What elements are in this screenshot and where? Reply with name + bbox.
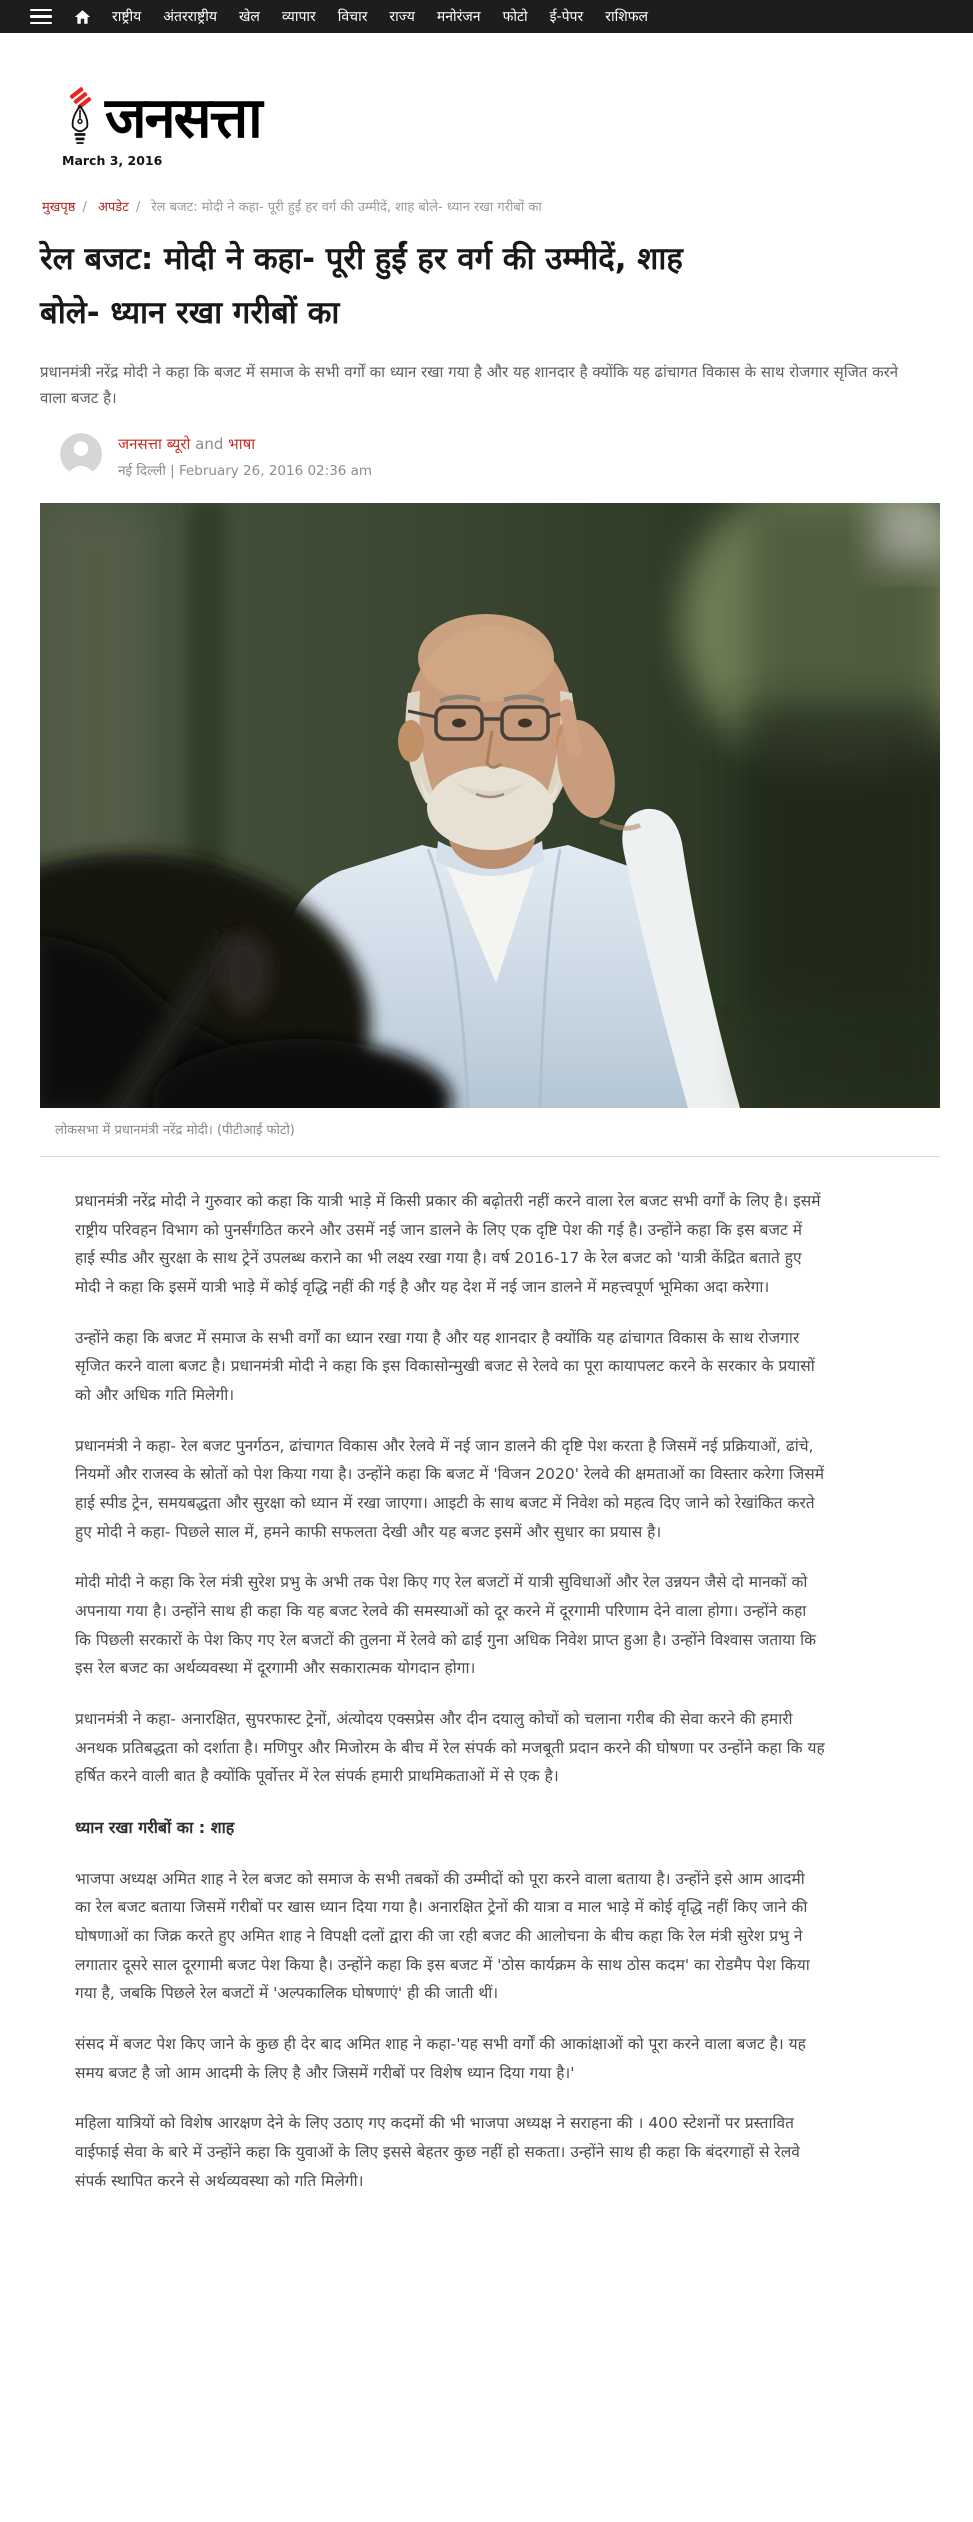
pen-nib-icon	[62, 87, 98, 145]
article-figure	[40, 503, 940, 1138]
nav-item-khel[interactable]: खेल	[238, 9, 260, 25]
article-paragraph-4: मोदी मोदी ने कहा कि रेल मंत्री सुरेश प्रभु के अभी तक पेश किए गए रेल बजटों में यात्री सुविधाओं और रेल उन्नयन जैसे दो मानकों को अपनाया गया है। उन्होंने साथ ही कहा कि यह बजट रेलवे की समस्याओं को दूर करने में दूरगामी परिणाम देने वाला होगा। उन्होंने कहा कि पिछली सरकारों के पेश किए गए रेल बजटों की तुलना में रेलवे को ढाई गुना अधिक निवेश प्राप्त हुआ है। उन्होंने विश्वास जताया कि इस रेल बजट का अर्थव्यवस्था में दूरगामी और सकारात्मक योगदान होगा।	[75, 1573, 817, 1678]
nav-item-vyapar[interactable]: व्यापार	[281, 9, 316, 25]
article-paragraph-3: प्रधानमंत्री ने कहा- रेल बजट पुनर्गठन, ढांचागत विकास और रेलवे में नई जान डालने की दृष्टि पेश करता है जिसमें नई प्रक्रियाओं, ढांचे, नियमों और राजस्व के स्रोतों को पेश किया गया है। उन्होंने कहा कि बजट में 'विजन 2020' रेलवे की क्षमताओं का विस्तार करेगा जिसमें हाई स्पीड ट्रेन, समयबद्धता और सुरक्षा को ध्यान में रखा जाएगा। आइटी के साथ बजट में निवेश को महत्व दिए जाने को रेखांकित करते हुए मोदी ने कहा- पिछले साल में, हमने काफी सफलता देखी और यह बजट इसमें और सुधार का प्रयास है।	[75, 1436, 824, 1541]
article-dateline: नई दिल्ली | February 26, 2016 02:36 am	[118, 463, 373, 479]
nav-item-epaper[interactable]: ई-पेपर	[549, 9, 584, 25]
breadcrumb	[42, 198, 922, 218]
author-link-jansatta-bureau[interactable]: जनसत्ता ब्यूरो	[118, 435, 191, 453]
home-icon	[74, 9, 91, 25]
nav-item-manoranjan[interactable]: मनोरंजन	[436, 9, 481, 25]
masthead	[0, 33, 973, 168]
top-navigation	[0, 0, 973, 33]
photo-caption: लोकसभा में प्रधानमंत्री नरेंद्र मोदी। (पीटीआई फोटो)	[55, 1123, 295, 1138]
breadcrumb-separator: /	[82, 200, 87, 215]
article-summary: प्रधानमंत्री नरेंद्र मोदी ने कहा कि बजट में समाज के सभी वर्गों का ध्यान रखा गया है और यह शानदार है क्योंकि यह ढांचागत विकास के साथ रोजगार सृजित करने वाला बजट है।	[40, 363, 899, 407]
article-paragraph-5: प्रधानमंत्री ने कहा- अनारक्षित, सुपरफास्ट ट्रेनों, अंत्योदय एक्सप्रेस और दीन दयालु कोचों को चलाना गरीब की सेवा करने की हमारी अनथक प्रतिबद्धता को दर्शाता है। मणिपुर और मिजोरम के बीच में रेल संपर्क को मजबूती प्रदान करने की घोषणा पर उन्होंने कहा कि यह हर्षित करने वाली बात है क्योंकि पूर्वोत्तर में रेल संपर्क हमारी प्राथमिकताओं में से एक है।	[75, 1710, 825, 1786]
author-avatar	[60, 433, 102, 475]
article-body	[75, 1187, 825, 2195]
article-paragraph-1: प्रधानमंत्री नरेंद्र मोदी ने गुरुवार को कहा कि यात्री भाड़े में किसी प्रकार की बढ़ोतरी नहीं करने वाला रेल बजट सभी वर्गों के लिए है। इसमें राष्ट्रीय परिवहन विभाग को पुनर्संगठित करने और उसमें नई जान डालने के लिए एक दृष्टि पेश की गई है। उन्होंने कहा कि इस बजट में हाई स्पीड और सुरक्षा के साथ ट्रेनें उपलब्ध कराने का भी लक्ष्य रखा गया है। वर्ष 2016-17 के रेल बजट को 'यात्री केंद्रित बताते हुए मोदी ने कहा कि इसमें यात्री भाड़े में कोई वृद्धि नहीं की गई है और यह देश में नई जान डालने में महत्त्वपूर्ण भूमिका अदा करेगा।	[75, 1192, 821, 1297]
article-paragraph-7: संसद में बजट पेश किए जाने के कुछ ही देर बाद अमित शाह ने कहा-'यह सभी वर्गों की आकांक्षाओं को पूरा करने वाला बजट है। यह समय बजट है जो आम आदमी के लिए है और जिसमें गरीबों पर विशेष ध्यान दिया गया है।'	[75, 2035, 806, 2082]
breadcrumb-home[interactable]: मुखपृष्ठ	[42, 200, 76, 215]
article-subheading: ध्यान रखा गरीबों का : शाह	[75, 1818, 235, 1838]
article-paragraph-6: भाजपा अध्यक्ष अमित शाह ने रेल बजट को समाज के सभी तबकों की उम्मीदों को पूरा करने वाला बताया है। उन्होंने इसे आम आदमी का रेल बजट बताया जिसमें गरीबों पर खास ध्यान दिया गया है। अनारक्षित ट्रेनों की यात्रा व माल भाड़े में कोई वृद्धि नहीं किए जाने की घोषणाओं का जिक्र करते हुए अमित शाह ने विपक्षी दलों द्वारा की जा रही बजट की आलोचना के बीच कहा कि रेल मंत्री सुरेश प्रभु ने लगातार दूसरे साल दूरगामी बजट पेश किया है। उन्होंने कहा कि इस बजट में 'ठोस कार्यक्रम के साथ ठोस कदम' का रोडमैप पेश किया गया है, जबकि पिछले रेल बजटों में 'अल्पकालिक घोषणाएं' ही की जाती थीं।	[75, 1869, 810, 2003]
nav-home-link[interactable]	[74, 9, 91, 25]
byline	[60, 433, 940, 479]
byline-conjunction: and	[195, 435, 224, 453]
person-icon	[60, 433, 102, 475]
article-paragraph-2: उन्होंने कहा कि बजट में समाज के सभी वर्गों का ध्यान रखा गया है और यह शानदार है क्योंकि यह ढांचागत विकास के साथ रोजगार सृजित करने वाला बजट है। प्रधानमंत्री मोदी ने कहा कि इस विकासोन्मुखी बजट से रेलवे का पूरा कायापलट करने के सरकार के प्रयासों को और अधिक गति मिलेगी।	[75, 1328, 815, 1405]
divider	[40, 1156, 940, 1157]
breadcrumb-section[interactable]: अपडेट	[97, 200, 129, 215]
nav-item-rashtriya[interactable]: राष्ट्रीय	[112, 9, 142, 25]
article-paragraph-8: महिला यात्रियों को विशेष आरक्षण देने के लिए उठाए गए कदमों की भी भाजपा अध्यक्ष ने सराहना की । 400 स्टेशनों पर प्रस्तावित वाईफाई सेवा के बारे में उन्होंने कहा कि युवाओं के लिए इससे बेहतर कुछ नहीं हो सकता। उन्होंने साथ ही कहा कि बंदरगाहों से रेलवे संपर्क स्थापित करने से अर्थव्यवस्था को गति मिलेगी।	[75, 2114, 800, 2190]
article-photo	[40, 503, 940, 1108]
hamburger-menu-icon[interactable]	[30, 9, 52, 25]
article	[40, 232, 940, 2196]
jansatta-logo[interactable]	[62, 86, 261, 152]
nav-item-rajya[interactable]: राज्य	[389, 9, 415, 25]
breadcrumb-separator: /	[135, 200, 141, 215]
breadcrumb-current: रेल बजट: मोदी ने कहा- पूरी हुईं हर वर्ग की उम्मीदें, शाह बोले- ध्यान रखा गरीबों का	[151, 200, 542, 215]
author-link-bhasha[interactable]: भाषा	[228, 435, 256, 453]
nav-item-vichar[interactable]: विचार	[337, 9, 368, 25]
nav-item-rashifal[interactable]: राशिफल	[605, 9, 649, 25]
article-headline: रेल बजट: मोदी ने कहा- पूरी हुईं हर वर्ग की उम्मीदें, शाह बोले- ध्यान रखा गरीबों का	[40, 240, 683, 331]
nav-item-photo[interactable]: फोटो	[502, 9, 528, 25]
nav-item-antarrashtriya[interactable]: अंतरराष्ट्रीय	[163, 9, 217, 25]
logo-text: जनसत्ता	[105, 86, 261, 152]
masthead-date: March 3, 2016	[62, 153, 163, 168]
